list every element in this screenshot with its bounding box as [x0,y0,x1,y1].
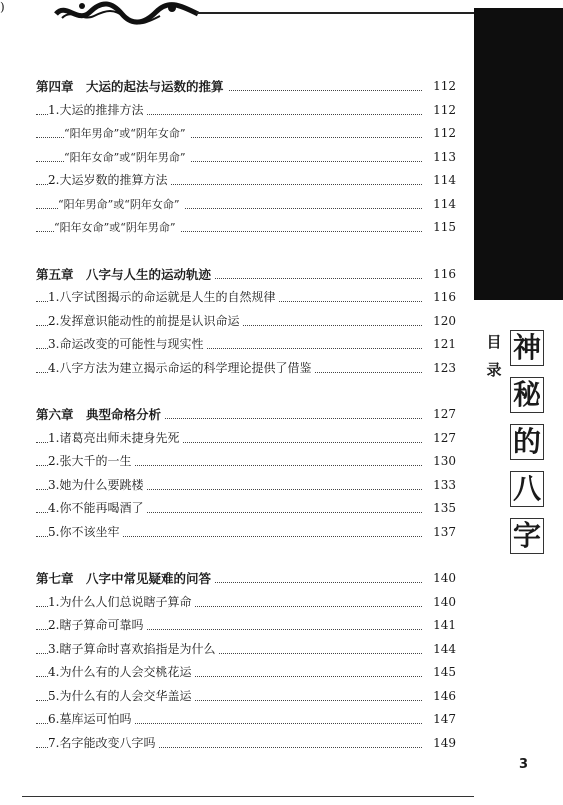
toc-entry [36,310,456,334]
toc-page-number: 127 [426,427,456,451]
toc-entry [36,497,456,521]
side-black-band [474,8,563,300]
toc-entry [36,122,456,146]
footer-rule [22,796,474,797]
toc-entry-title: 6.墓库运可怕吗 [48,708,135,732]
toc-entry-title: 2.瞎子算命可靠吗 [48,614,147,638]
toc-entry [36,427,456,451]
toc-entry [36,591,456,615]
mulu-text: 目录 [486,333,502,379]
toc-page-number: 147 [426,708,456,732]
toc-page-number: 120 [426,310,456,334]
left-edge-mark: ) [0,0,5,14]
book-title-char: 秘 [510,377,544,413]
toc-entry-title: “阳年男命”或“阴年女命” [64,122,190,146]
toc-page-number: 137 [426,521,456,545]
mulu-label [484,328,504,384]
toc-page-number: 112 [426,99,456,123]
toc-page-number: 144 [426,638,456,662]
toc-page-number: 112 [426,122,456,146]
toc-page-number: 130 [426,450,456,474]
book-title-char: 字 [510,518,544,554]
toc-entry-title: “阳年女命”或“阴年男命” [64,146,190,170]
chapter-heading [36,75,456,99]
toc-entry-title: 1.为什么人们总说瞎子算命 [48,591,195,615]
toc-entry [36,333,456,357]
toc-entry-title: 2.张大千的一生 [48,450,135,474]
toc-page-number: 112 [426,75,456,99]
toc-page-number: 145 [426,661,456,685]
toc-entry-title: “阳年女命”或“阴年男命” [54,216,180,240]
toc-entry [36,216,456,240]
page-number: 3 [519,757,529,772]
toc-page-number: 116 [426,263,456,287]
toc-entry [36,146,456,170]
toc-entry-title: 5.为什么有的人会交华盖运 [48,685,195,709]
toc-entry [36,474,456,498]
toc-page-number: 146 [426,685,456,709]
toc-page-number: 115 [426,216,456,240]
book-title-char: 神 [510,330,544,366]
toc-page-number: 113 [426,146,456,170]
toc-page-number: 133 [426,474,456,498]
toc-section [36,75,456,240]
toc-entry-title: 3.她为什么要跳楼 [48,474,147,498]
toc-entry [36,450,456,474]
toc-entry-title: 第四章 大运的起法与运数的推算 [36,75,228,99]
toc-entry-title: 1.大运的推排方法 [48,99,147,123]
toc-page-number: 135 [426,497,456,521]
book-title-vertical [510,330,550,565]
toc-entry [36,708,456,732]
chapter-heading [36,567,456,591]
toc-page-number: 114 [426,193,456,217]
toc-section [36,567,456,755]
toc-entry-title: 3.瞎子算命时喜欢掐指是为什么 [48,638,219,662]
toc-entry-title: 1.诸葛亮出师未捷身先死 [48,427,183,451]
toc-section [36,263,456,381]
book-title-char: 八 [510,471,544,507]
toc-page-number: 140 [426,567,456,591]
toc-entry-title: 第七章 八字中常见疑难的问答 [36,567,215,591]
toc-section [36,403,456,544]
toc-entry-title: 5.你不该坐牢 [48,521,123,545]
dragon-ornament [52,0,202,26]
chapter-heading [36,403,456,427]
toc-entry-title: 1.八字试图揭示的命运就是人生的自然规律 [48,286,279,310]
table-of-contents [36,75,456,778]
toc-entry-title: 4.为什么有的人会交桃花运 [48,661,195,685]
toc-entry-title: 3.命运改变的可能性与现实性 [48,333,207,357]
toc-entry-title: 4.八字方法为建立揭示命运的科学理论提供了借鉴 [48,357,315,381]
toc-entry-title: 第六章 典型命格分析 [36,403,165,427]
toc-page-number: 149 [426,732,456,756]
toc-entry-title: 4.你不能再喝酒了 [48,497,147,521]
toc-entry [36,661,456,685]
toc-page-number: 114 [426,169,456,193]
toc-entry [36,521,456,545]
toc-entry [36,99,456,123]
toc-entry [36,685,456,709]
book-title-char: 的 [510,424,544,460]
toc-entry [36,638,456,662]
header-rule [196,12,476,14]
toc-entry [36,169,456,193]
toc-page-number: 123 [426,357,456,381]
toc-page-number: 140 [426,591,456,615]
toc-page-number: 121 [426,333,456,357]
toc-entry-title: 7.名字能改变八字吗 [48,732,159,756]
toc-entry [36,357,456,381]
toc-entry [36,732,456,756]
toc-entry-title: “阳年男命”或“阴年女命” [58,193,184,217]
toc-entry [36,193,456,217]
toc-entry [36,614,456,638]
toc-entry-title: 2.大运岁数的推算方法 [48,169,171,193]
chapter-heading [36,263,456,287]
toc-entry-title: 第五章 八字与人生的运动轨迹 [36,263,215,287]
toc-entry [36,286,456,310]
toc-entry-title: 2.发挥意识能动性的前提是认识命运 [48,310,243,334]
toc-page-number: 127 [426,403,456,427]
toc-page-number: 141 [426,614,456,638]
toc-page-number: 116 [426,286,456,310]
